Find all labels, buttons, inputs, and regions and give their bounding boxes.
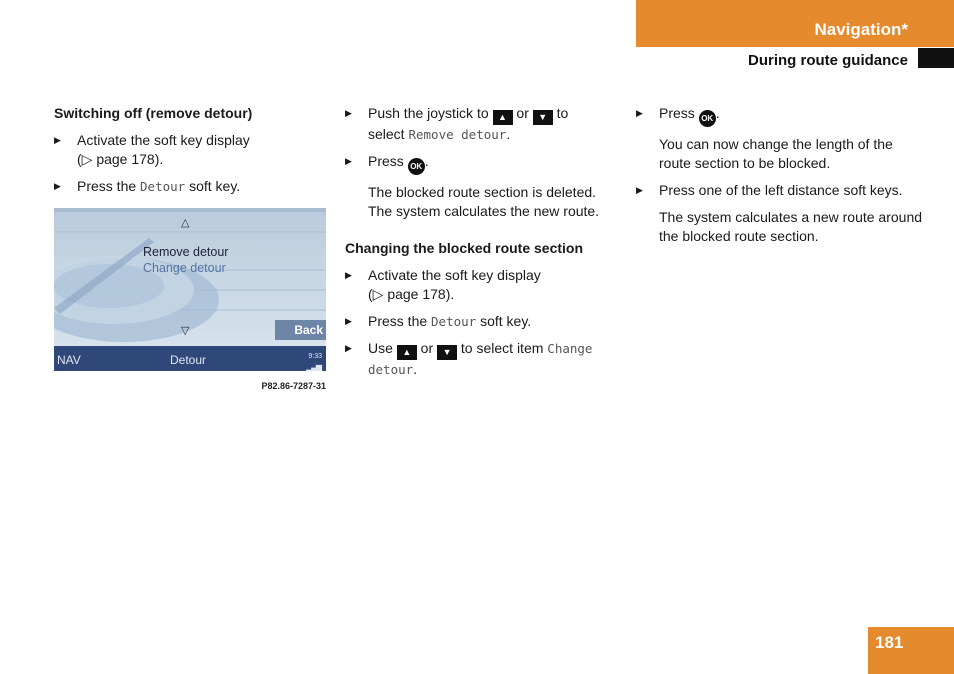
step-text: Activate the soft key display: [368, 267, 541, 283]
step-text: or: [416, 340, 438, 356]
page-ref: (▷ page 178).: [77, 151, 164, 167]
signal-icon: ▂▄▆: [306, 363, 321, 371]
step-text: Push the joystick to: [368, 105, 493, 121]
up-arrow-icon: △: [181, 217, 190, 229]
status-bar: [54, 346, 326, 371]
column-3: [636, 104, 926, 254]
detour-softkey-label: Detour: [431, 314, 477, 329]
step-select-change-detour: [345, 339, 615, 379]
step-activate-softkeys-2: [345, 266, 615, 304]
column-1: [54, 104, 326, 396]
menu-item-remove-detour: Remove detour: [143, 245, 229, 259]
step-press-detour-2: [345, 312, 615, 331]
menu-item-change-detour: Change detour: [143, 261, 226, 275]
step-activate-softkeys: [54, 131, 326, 169]
step-text: select: [368, 126, 409, 142]
step-text: Press the: [77, 178, 141, 194]
step-press-ok: [345, 152, 615, 175]
display-screenshot: [54, 208, 326, 371]
step-push-joystick: [345, 104, 615, 144]
heading-remove-detour: Switching off (remove detour): [54, 105, 253, 121]
result-route-deleted: The blocked route section is deleted. The system calculates the new route.: [368, 184, 600, 219]
down-arrow-icon: ▽: [181, 325, 190, 337]
step-text: Press: [368, 153, 408, 169]
back-softkey: Back: [275, 320, 326, 340]
ok-button-icon: OK: [699, 110, 716, 127]
change-detour-label-cont: detour: [368, 362, 414, 377]
step-text: Use: [368, 340, 397, 356]
up-key-icon: ▲: [493, 110, 513, 125]
step-text: .: [715, 105, 720, 121]
step-text: .: [506, 126, 511, 142]
step-press-distance-softkey: ▶ Press one of the left distance soft keys.: [636, 181, 926, 200]
page-ref: (▷ page 178).: [368, 286, 455, 302]
subsection-title: During route guidance: [747, 52, 908, 69]
detour-softkey-label: Detour: [140, 179, 186, 194]
ok-button-icon: OK: [408, 158, 425, 175]
step-text: Press the: [368, 313, 432, 329]
step-text: Activate the soft key display: [77, 132, 250, 148]
step-text: or: [512, 105, 533, 121]
step-press-detour: [54, 177, 326, 196]
header-marker: [918, 48, 954, 68]
down-key-icon: ▼: [533, 110, 553, 125]
step-text: .: [413, 361, 418, 377]
page-number: 181: [875, 633, 904, 652]
heading-change-section: Changing the blocked route section: [345, 240, 584, 256]
step-text: soft key.: [476, 313, 532, 329]
result-new-route: The system calculates a new route around the blocked route section.: [659, 209, 923, 244]
up-key-icon: ▲: [397, 345, 417, 360]
down-key-icon: ▼: [437, 345, 457, 360]
step-text: to select item: [457, 340, 548, 356]
image-code: P82.86-7287-31: [261, 381, 326, 391]
status-nav: NAV: [57, 353, 81, 367]
remove-detour-label: Remove detour: [408, 127, 507, 142]
step-text: Press: [659, 105, 699, 121]
change-detour-label: Change: [547, 341, 593, 356]
status-detour: Detour: [170, 353, 207, 367]
result-change-length: You can now change the length of the route section to be blocked.: [659, 136, 893, 171]
step-text: .: [424, 153, 429, 169]
step-text: soft key.: [185, 178, 241, 194]
detour-menu: [143, 244, 228, 276]
section-title: Navigation*: [814, 20, 908, 39]
column-2: [345, 104, 615, 387]
status-time: 9:33: [308, 353, 322, 360]
step-press-ok-2: [636, 104, 926, 127]
step-text: to: [552, 105, 569, 121]
